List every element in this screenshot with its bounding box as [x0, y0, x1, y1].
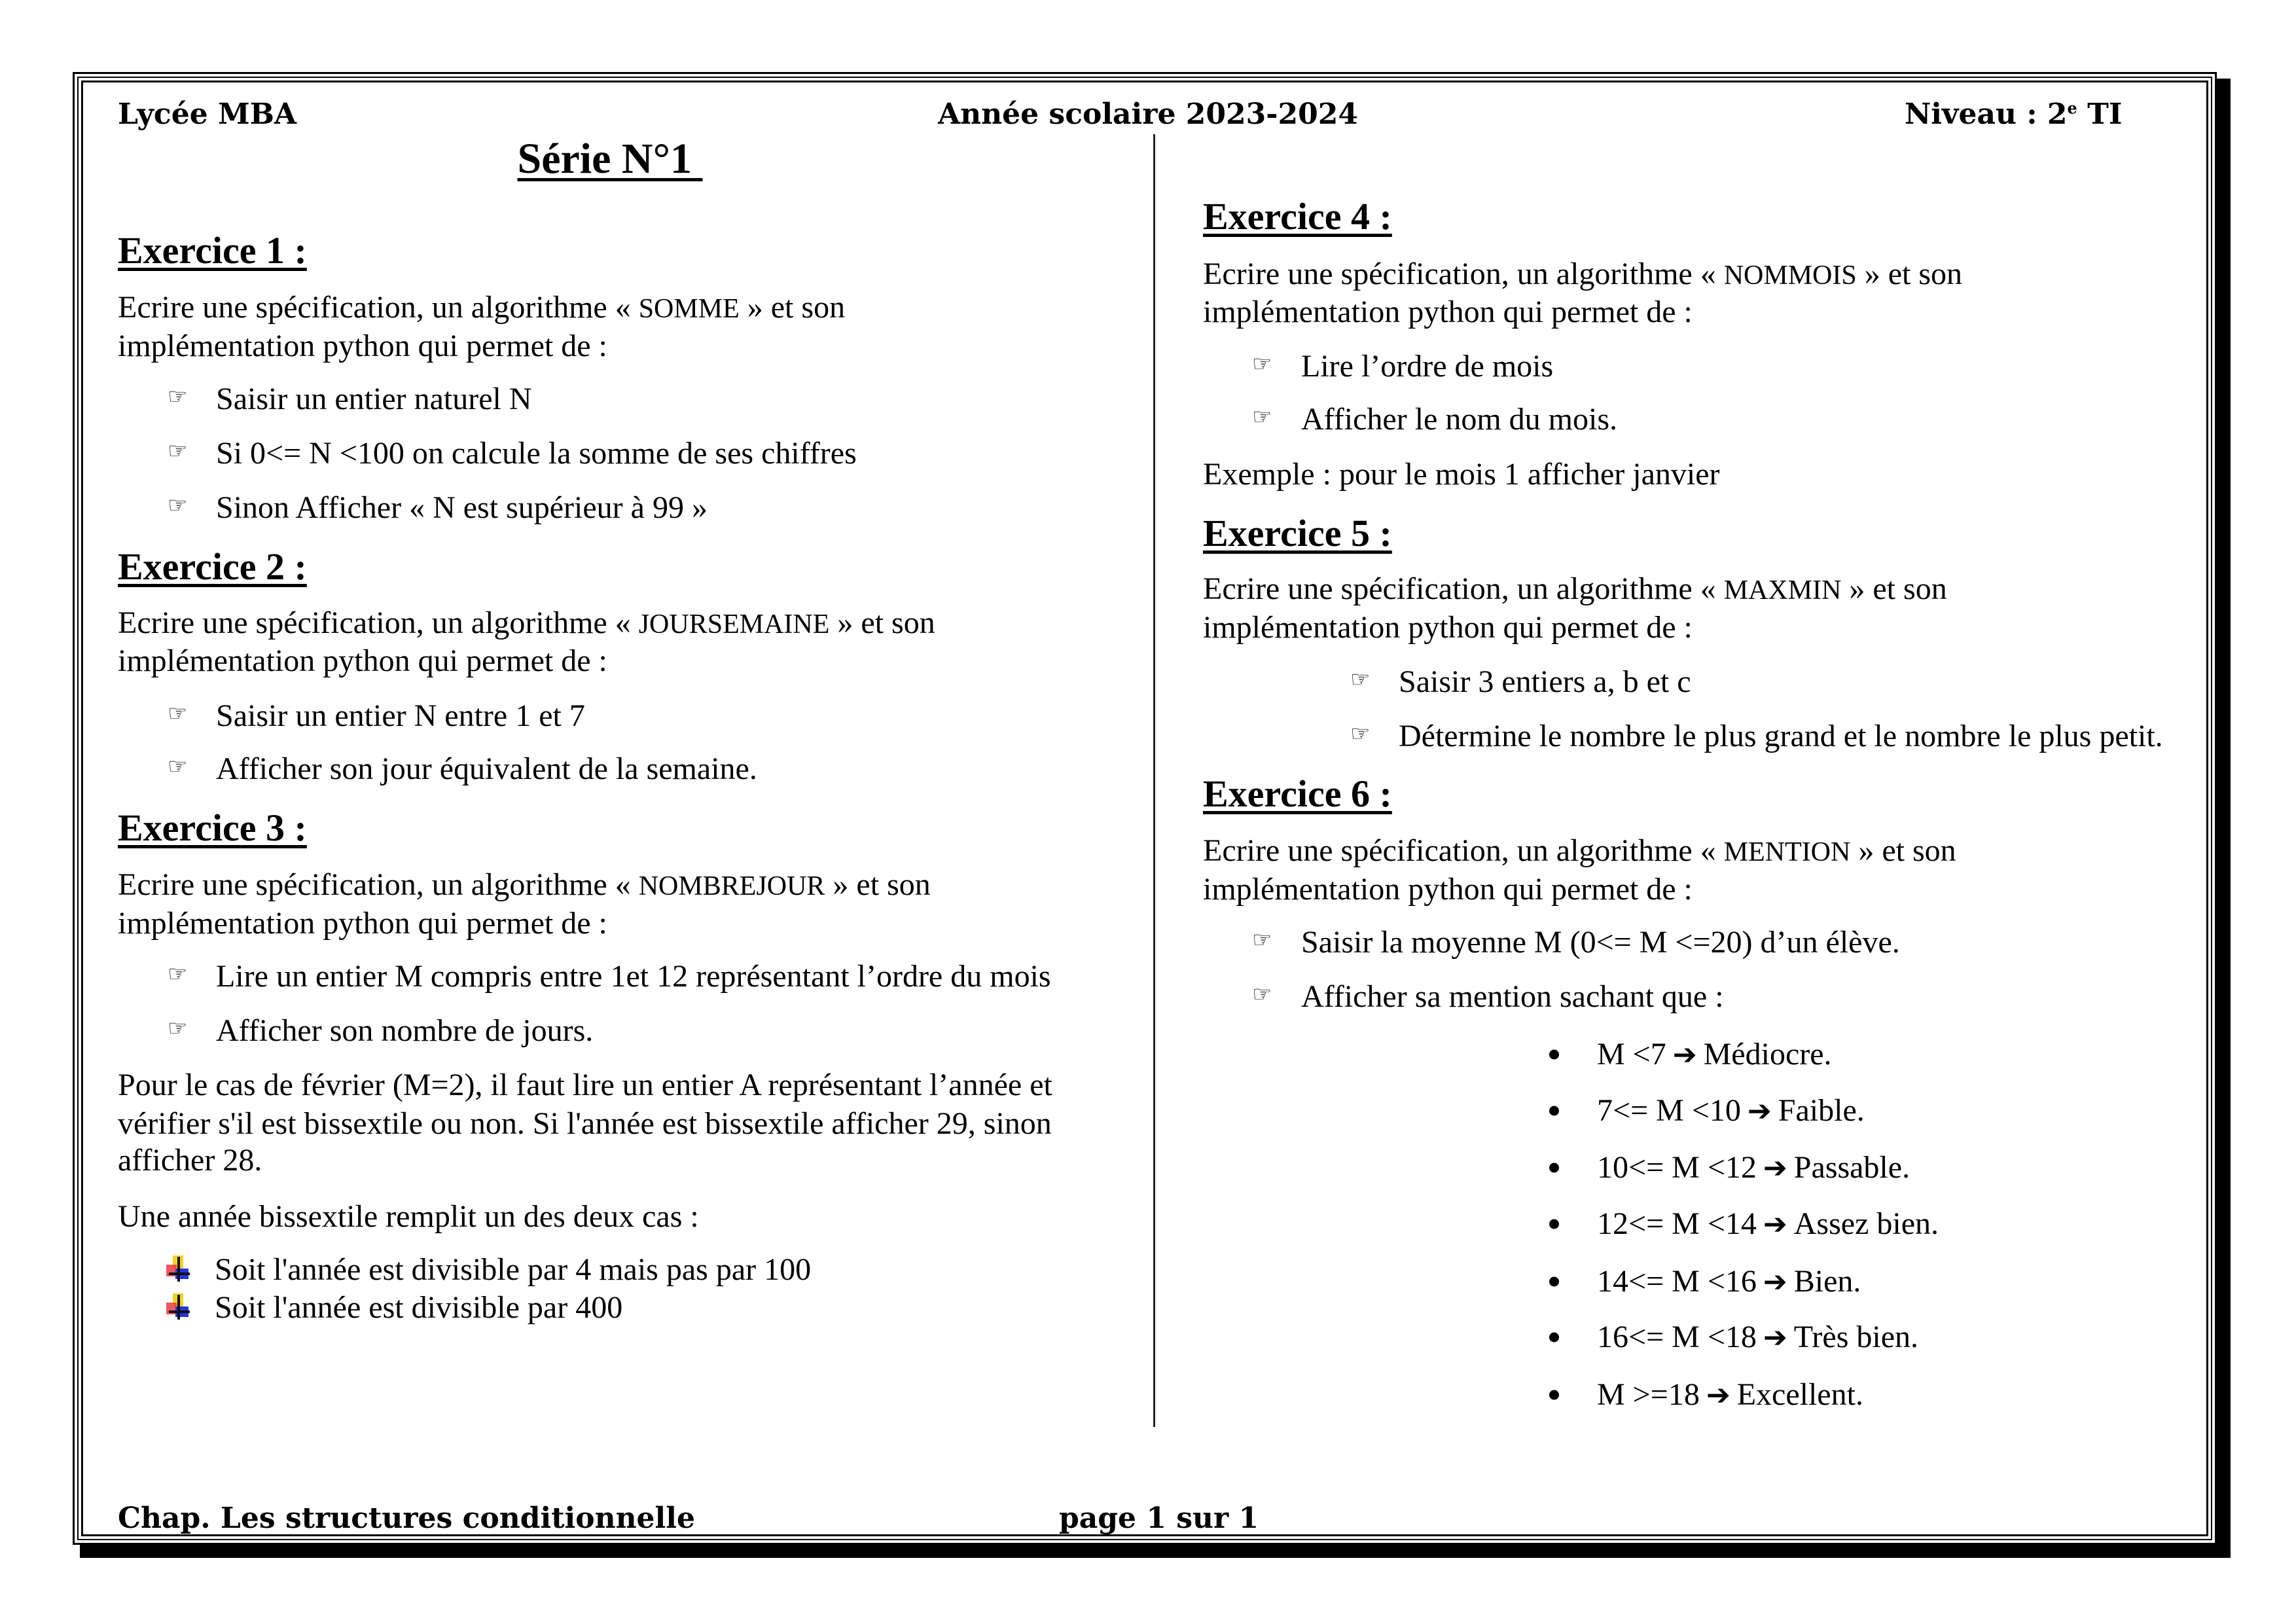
bullet-dot-icon: [1549, 1050, 1559, 1060]
list-item: Afficher sa mention sachant que :: [1301, 979, 1724, 1014]
intro-text: Ecrire une spécification, un algorithme «: [1203, 571, 1724, 606]
mention-label: Excellent.: [1736, 1377, 1863, 1412]
mention-condition: 16<= M <18: [1597, 1320, 1757, 1354]
example-text: Exemple : pour le mois 1 afficher janvier: [1203, 457, 1720, 492]
school-name: Lycée MBA: [118, 98, 297, 131]
exercise-6-intro-line2: implémentation python qui permet de :: [1203, 872, 1693, 907]
pointing-hand-icon: ☞: [168, 438, 188, 464]
algo-name: SOMME: [638, 294, 740, 324]
footer-page-number: page 1 sur 1: [1059, 1502, 1259, 1535]
colored-cross-bullet-icon: [165, 1292, 194, 1321]
exercise-6-heading: Exercice 6 :: [1203, 772, 1392, 815]
algo-name: NOMBREJOUR: [638, 871, 825, 901]
list-item: Si 0<= N <100 on calcule la somme de ses chiffres: [216, 436, 857, 471]
pointing-hand-icon: ☞: [168, 961, 188, 987]
exercise-4-intro-line2: implémentation python qui permet de :: [1203, 295, 1693, 329]
intro-text: Ecrire une spécification, un algorithme «: [118, 290, 639, 325]
intro-text: » et son: [829, 605, 935, 640]
exercise-5-intro-line2: implémentation python qui permet de :: [1203, 610, 1693, 645]
pointing-hand-icon: ☞: [168, 753, 188, 780]
algo-name: MENTION: [1723, 837, 1851, 867]
arrow-right-icon: ➔: [1763, 1208, 1787, 1241]
algo-name: NOMMOIS: [1723, 261, 1857, 291]
bullet-dot-icon: [1549, 1219, 1559, 1229]
list-item: Détermine le nombre le plus grand et le nombre le plus petit.: [1399, 719, 2163, 753]
intro-text: Ecrire une spécification, un algorithme «: [118, 605, 639, 640]
list-item: Lire l’ordre de mois: [1301, 349, 1554, 384]
paragraph-line: vérifier s'il est bissextile ou non. Si l'année est bissextile afficher 29, sinon: [118, 1106, 1052, 1141]
arrow-right-icon: ➔: [1763, 1321, 1787, 1354]
intro-text: » et son: [1856, 257, 1963, 291]
bullet-dot-icon: [1549, 1106, 1559, 1116]
level-prefix: Niveau : 2: [1905, 98, 2068, 131]
pointing-hand-icon: ☞: [168, 384, 188, 410]
mention-condition: 12<= M <14: [1597, 1206, 1757, 1241]
mention-label: Médiocre.: [1703, 1037, 1832, 1072]
intro-text: » et son: [1841, 571, 1947, 606]
mention-condition: 7<= M <10: [1597, 1093, 1741, 1128]
arrow-right-icon: ➔: [1747, 1094, 1772, 1128]
intro-text: » et son: [825, 867, 931, 902]
exercise-4-intro: [1203, 259, 1962, 290]
list-item: Saisir la moyenne M (0<= M <=20) d’un élève.: [1301, 925, 1900, 960]
exercise-5-heading: Exercice 5 :: [1203, 512, 1392, 554]
column-divider: [1153, 134, 1155, 1427]
list-item: Soit l'année est divisible par 4 mais pas par 100: [215, 1252, 812, 1287]
list-item: Saisir un entier N entre 1 et 7: [216, 698, 585, 733]
algo-name: JOURSEMAINE: [638, 609, 830, 640]
colored-cross-bullet-icon: [165, 1254, 194, 1283]
arrow-right-icon: ➔: [1763, 1151, 1787, 1185]
mention-condition: M >=18: [1597, 1377, 1700, 1412]
intro-text: Ecrire une spécification, un algorithme «: [1203, 833, 1724, 868]
pointing-hand-icon: ☞: [168, 1015, 188, 1041]
bullet-dot-icon: [1549, 1163, 1559, 1173]
mention-condition: 14<= M <16: [1597, 1264, 1757, 1299]
exercise-1-intro: [118, 292, 845, 323]
paragraph-line: Pour le cas de février (M=2), il faut lire un entier A représentant l’année et: [118, 1068, 1052, 1102]
mention-condition: M <7: [1597, 1037, 1666, 1072]
mention-item: [1597, 1095, 1865, 1127]
mention-label: Très bien.: [1793, 1320, 1919, 1354]
exercise-4-heading: Exercice 4 :: [1203, 195, 1392, 238]
bullet-dot-icon: [1549, 1277, 1559, 1287]
pointing-hand-icon: ☞: [168, 492, 188, 518]
level-sup: e: [2067, 98, 2077, 118]
pointing-hand-icon: ☞: [1252, 351, 1272, 377]
list-item: Soit l'année est divisible par 400: [215, 1290, 623, 1325]
mention-item: [1597, 1322, 1918, 1353]
footer-chapter: Chap. Les structures conditionnelle: [118, 1502, 695, 1535]
bullet-dot-icon: [1549, 1390, 1559, 1400]
intro-text: » et son: [739, 290, 846, 325]
list-item: Sinon Afficher « N est supérieur à 99 »: [216, 490, 708, 525]
list-item: Saisir 3 entiers a, b et c: [1399, 664, 1691, 699]
exercise-2-intro: [118, 607, 935, 639]
exercise-2-intro-line2: implémentation python qui permet de :: [118, 643, 607, 678]
exercise-5-intro: [1203, 573, 1947, 605]
exercise-6-intro: [1203, 835, 1956, 867]
mention-label: Assez bien.: [1793, 1206, 1939, 1241]
bullet-dot-icon: [1549, 1333, 1559, 1343]
school-year: Année scolaire 2023-2024: [938, 98, 1358, 131]
pointing-hand-icon: ☞: [1252, 981, 1272, 1007]
level-suffix: TI: [2077, 98, 2123, 131]
pointing-hand-icon: ☞: [168, 700, 188, 727]
mention-item: [1597, 1266, 1861, 1297]
list-item: Afficher le nom du mois.: [1301, 402, 1618, 437]
pointing-hand-icon: ☞: [1350, 721, 1371, 747]
intro-text: Ecrire une spécification, un algorithme «: [118, 867, 639, 902]
mention-label: Passable.: [1793, 1150, 1910, 1185]
intro-text: Ecrire une spécification, un algorithme «: [1203, 257, 1724, 291]
exercise-3-heading: Exercice 3 :: [118, 806, 307, 849]
exercise-3-intro-line2: implémentation python qui permet de :: [118, 906, 607, 941]
list-item: Lire un entier M compris entre 1et 12 représentant l’ordre du mois: [216, 959, 1051, 994]
exercise-3-intro: [118, 869, 931, 901]
exercise-1-intro-line2: implémentation python qui permet de :: [118, 329, 607, 363]
list-item: Saisir un entier naturel N: [216, 382, 532, 416]
mention-condition: 10<= M <12: [1597, 1150, 1757, 1185]
mention-item: [1597, 1152, 1910, 1183]
list-item: Afficher son jour équivalent de la semaine.: [216, 751, 757, 786]
exercise-2-heading: Exercice 2 :: [118, 545, 307, 588]
arrow-right-icon: ➔: [1706, 1379, 1731, 1412]
arrow-right-icon: ➔: [1763, 1265, 1787, 1299]
mention-item: [1597, 1208, 1939, 1240]
exercise-1-heading: Exercice 1 :: [118, 229, 307, 272]
pointing-hand-icon: ☞: [1252, 404, 1272, 430]
algo-name: MAXMIN: [1723, 575, 1842, 605]
mention-label: Bien.: [1793, 1264, 1861, 1299]
arrow-right-icon: ➔: [1672, 1038, 1697, 1072]
list-item: Afficher son nombre de jours.: [216, 1013, 594, 1048]
leap-year-intro: Une année bissextile remplit un des deux cas :: [118, 1199, 699, 1234]
mention-label: Faible.: [1778, 1093, 1865, 1128]
pointing-hand-icon: ☞: [1350, 666, 1371, 693]
intro-text: » et son: [1850, 833, 1956, 868]
level: [1905, 100, 2122, 129]
paragraph-line: afficher 28.: [118, 1143, 262, 1178]
mention-item: [1597, 1379, 1863, 1411]
page-title: Série N°1: [517, 135, 703, 183]
pointing-hand-icon: ☞: [1252, 927, 1272, 953]
mention-item: [1597, 1039, 1832, 1070]
